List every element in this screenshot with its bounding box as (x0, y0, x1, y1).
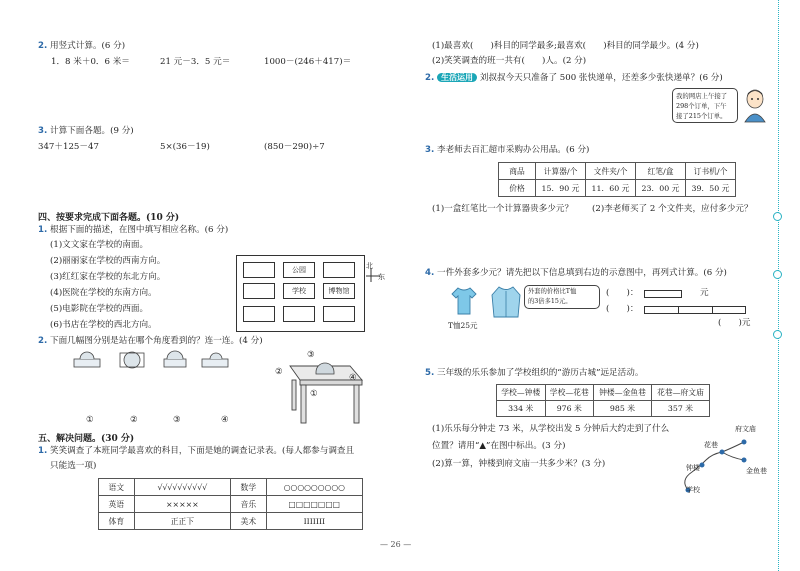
speech-bubble (672, 88, 738, 123)
tshirt-icon (450, 286, 478, 316)
map-cell-ne[interactable] (323, 262, 355, 278)
price-table (498, 162, 736, 197)
survey-cell: ××××× (134, 496, 230, 513)
q2-item-3: 1000－(246＋417)＝ (264, 57, 352, 67)
q1-sub-1: (1)最喜欢( )科目的同学最多;最喜欢( )科目的同学最少。(4 分) (432, 41, 699, 51)
bar-segment-1 (644, 290, 682, 298)
bar-blank-1[interactable]: ( )： (606, 288, 639, 298)
distance-cell: 334 米 (497, 401, 546, 417)
margin-dotted-line (778, 0, 779, 571)
price-cell: 39．50 元 (686, 180, 736, 197)
table-row (497, 385, 710, 401)
price-cell: 23．00 元 (636, 180, 686, 197)
table-illustration (270, 352, 370, 427)
distance-table (496, 384, 710, 417)
bar-unit-2[interactable]: ( )元 (718, 318, 751, 328)
route-xuexiao: 学校 (686, 486, 700, 494)
r-q2-heading (425, 73, 723, 84)
survey-cell: 美术 (230, 513, 266, 530)
r-q5-text: 三年级的乐乐参加了学校组织的“游历古城”远足活动。 (436, 368, 644, 378)
survey-cell: ○○○○○○○○○ (266, 479, 362, 496)
price-cell: 15．90 元 (536, 180, 586, 197)
r-q5-sub-2: (2)算一算，钟楼到府文庙一共多少米？(3 分) (432, 459, 606, 469)
r-q3-number: 3. (425, 145, 435, 155)
view-label-3: ③ (173, 415, 181, 425)
margin-hole-icon (773, 330, 782, 339)
q4-2-number: 2. (38, 336, 48, 346)
q3-item-1: 347＋125－47 (38, 142, 99, 152)
q3-item-3: (850－290)÷7 (264, 142, 325, 152)
r-q5-number: 5. (425, 368, 435, 378)
survey-cell: 数学 (230, 479, 266, 496)
table-label-4: ④ (349, 373, 357, 383)
view-1-icon (74, 352, 100, 367)
distance-cell: 花巷—府文庙 (652, 385, 710, 401)
price-cell: 订书机/个 (686, 163, 736, 180)
map-cell-s[interactable] (283, 306, 315, 322)
table-row (499, 163, 736, 180)
price-cell: 价格 (499, 180, 536, 197)
table-row (499, 180, 736, 197)
map-cell-school: 学校 (283, 283, 315, 299)
life-application-tag: 生活运用 (437, 73, 477, 82)
jacket-bubble-line-2: 的3倍多15元。 (528, 298, 572, 305)
view-3-icon (164, 351, 186, 367)
survey-cell: 英语 (99, 496, 135, 513)
q3-heading (38, 126, 134, 137)
distance-cell: 985 米 (594, 401, 652, 417)
map-cell-w[interactable] (243, 283, 275, 299)
q4-2-text: 下面几幅图分别是站在哪个角度看到的？连一连。(4 分) (49, 336, 263, 346)
table-row (99, 496, 363, 513)
margin-hole-icon (773, 212, 782, 221)
map-cell-museum: 博物馆 (323, 283, 355, 299)
price-cell: 文件夹/个 (586, 163, 636, 180)
route-jinyuxiang: 金鱼巷 (746, 467, 767, 475)
q4-1-line-6: (6)书店在学校的西北方向。 (50, 320, 157, 330)
jacket-bubble-line-1: 外套的价格比T恤 (528, 288, 577, 295)
q4-1-text: 根据下面的描述，在图中填写相应名称。(6 分) (49, 225, 229, 235)
table-row (99, 479, 363, 496)
r-q2-number: 2. (425, 73, 435, 83)
table-row (497, 401, 710, 417)
r-q4-text: 一件外套多少元？请先把以下信息填到右边的示意图中，再列式计算。(6 分) (436, 268, 727, 278)
q2-heading (38, 41, 125, 52)
map-cell-nw[interactable] (243, 262, 275, 278)
bar-blank-2[interactable]: ( )： (606, 304, 639, 314)
section-5-title: 五、解决问题。(30 分) (38, 434, 135, 444)
map-cell-park: 公园 (283, 262, 315, 278)
q2-item-2: 21 元－3．5 元＝ (160, 57, 231, 67)
r-q5-sub-1b: 位置？请用“▲”在图中标出。(3 分) (432, 441, 566, 451)
route-huaxiang: 花巷 (704, 441, 718, 449)
q5-1-text: 笑笑调查了本班同学最喜欢的科目，下面是她的调查记录表。(每人都参与调查且 (49, 446, 355, 456)
q4-1-line-5: (5)电影院在学校的西面。 (50, 304, 149, 314)
map-cell-se[interactable] (323, 306, 355, 322)
bubble-line-2: 298个订单，下午 (676, 102, 727, 110)
price-cell: 11．60 元 (586, 180, 636, 197)
table-label-2: ② (275, 367, 283, 377)
distance-cell: 357 米 (652, 401, 710, 417)
compass-east-label: 东 (378, 273, 385, 281)
q4-2-heading (38, 336, 263, 347)
view-4-icon (202, 353, 228, 367)
route-fuwenmiao: 府文庙 (735, 425, 756, 433)
distance-cell: 976 米 (545, 401, 594, 417)
r-q3-heading (425, 145, 589, 156)
compass-icon (366, 268, 380, 282)
r-q3-sub-1: (1)一盒红笔比一个计算器贵多少元？ (432, 204, 574, 214)
bar-unit-1: 元 (700, 288, 709, 298)
bubble-line-1: 我的网店上午接了 (676, 92, 728, 100)
q3-number: 3. (38, 126, 48, 136)
view-label-2: ② (130, 415, 138, 425)
price-cell: 红笔/盒 (636, 163, 686, 180)
r-q2-text: 刘叔叔今天只准备了 500 张快递单，还差多少张快递单？(6 分) (479, 73, 723, 83)
r-q3-text: 李老师去百汇超市采购办公用品。(6 分) (436, 145, 590, 155)
view-2-icon (120, 352, 144, 368)
compass-north-label: 北 (366, 262, 373, 270)
q4-1-line-3: (3)红红家在学校的东北方向。 (50, 272, 166, 282)
distance-cell: 学校—花巷 (545, 385, 594, 401)
survey-cell: 音乐 (230, 496, 266, 513)
distance-cell: 钟楼—金鱼巷 (594, 385, 652, 401)
section-4-title: 四、按要求完成下面各题。(10 分) (38, 213, 180, 223)
jacket-icon (490, 285, 522, 319)
survey-cell: □□□□□□□ (266, 496, 362, 513)
survey-cell: 体育 (99, 513, 135, 530)
tshirt-price: T恤25元 (448, 321, 478, 330)
survey-cell: √√√√√√√√√√ (134, 479, 230, 496)
q4-1-line-1: (1)文文家在学校的南面。 (50, 240, 149, 250)
view-shapes (72, 349, 242, 371)
q2-number: 2. (38, 41, 48, 51)
margin-hole-icon (773, 270, 782, 279)
q4-1-line-2: (2)丽丽家在学校的西南方向。 (50, 256, 166, 266)
q5-1-number: 1. (38, 446, 48, 456)
q3-item-2: 5×(36－19) (160, 142, 210, 152)
table-label-1: ① (310, 389, 318, 399)
survey-table (98, 478, 363, 530)
price-cell: 计算器/个 (536, 163, 586, 180)
uncle-avatar-icon (740, 88, 770, 124)
q2-item-1: 1．8 米＋0．6 米＝ (51, 57, 130, 67)
q4-1-heading (38, 225, 228, 236)
survey-cell: 正正下 (134, 513, 230, 530)
map-cell-sw[interactable] (243, 306, 275, 322)
q5-1-heading (38, 446, 354, 457)
jacket-bubble (524, 285, 600, 309)
page-number: — 26 — (380, 540, 412, 549)
survey-cell: 语文 (99, 479, 135, 496)
view-label-1: ① (86, 415, 94, 425)
r-q4-heading (425, 268, 727, 279)
table-row (99, 513, 363, 530)
view-label-4: ④ (221, 415, 229, 425)
price-cell: 商品 (499, 163, 536, 180)
r-q5-heading (425, 368, 643, 379)
q3-text: 计算下面各题。(9 分) (49, 126, 134, 136)
bar-segment-2 (644, 306, 746, 314)
q1-sub-2: (2)笑笑调查的班一共有( )人。(2 分) (432, 56, 587, 66)
table-label-3: ③ (307, 350, 315, 360)
q2-text: 用竖式计算。(6 分) (49, 41, 126, 51)
route-zhonglou: 钟楼 (686, 464, 700, 472)
q5-1-text-2: 只能选一项) (50, 461, 97, 471)
r-q3-sub-2: (2)李老师买了 2 个文件夹，应付多少元？ (592, 204, 753, 214)
r-q4-number: 4. (425, 268, 435, 278)
bubble-line-3: 接了215个订单。 (676, 112, 727, 120)
r-q5-sub-1: (1)乐乐每分钟走 73 米，从学校出发 5 分钟后大约走到了什么 (432, 424, 670, 434)
survey-cell: IIIIIII (266, 513, 362, 530)
q4-1-line-4: (4)医院在学校的东南方向。 (50, 288, 157, 298)
q4-1-number: 1. (38, 225, 48, 235)
distance-cell: 学校—钟楼 (497, 385, 546, 401)
